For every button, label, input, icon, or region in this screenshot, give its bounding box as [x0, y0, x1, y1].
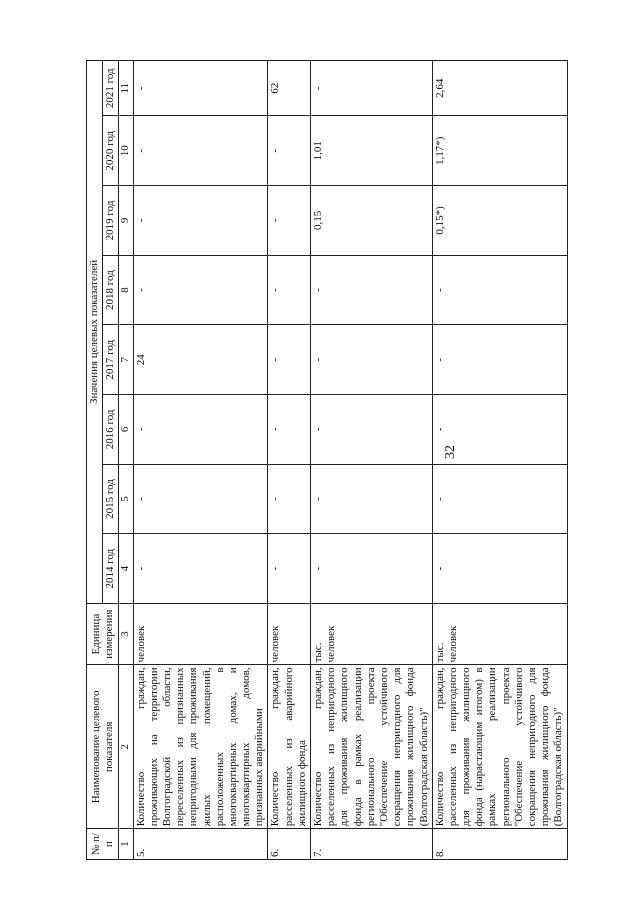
- row-number: 7.: [311, 829, 433, 860]
- value-cell: -: [133, 116, 268, 186]
- indicator-unit: человек: [133, 603, 268, 664]
- value-cell: -: [311, 534, 433, 604]
- value-cell: -: [311, 395, 433, 465]
- header-values-group: Значения целевых показателей: [87, 61, 103, 604]
- value-cell: -: [311, 61, 433, 116]
- value-cell: -: [268, 534, 311, 604]
- value-cell: 0,15*): [432, 186, 567, 256]
- header-year: 2016 год: [103, 395, 119, 465]
- value-cell: -: [268, 116, 311, 186]
- value-cell: -: [133, 534, 268, 604]
- value-cell: 24: [133, 325, 268, 395]
- column-number-row: [119, 61, 133, 860]
- value-cell: 0,15: [311, 186, 433, 256]
- value-cell: -: [432, 395, 567, 465]
- value-cell: -: [133, 61, 268, 116]
- indicator-unit: тыс. человек: [311, 603, 433, 664]
- header-year: 2014 год: [103, 534, 119, 604]
- value-cell: -: [268, 464, 311, 534]
- value-cell: 2,64: [432, 61, 567, 116]
- col-number: 10: [119, 116, 133, 186]
- value-cell: -: [311, 464, 433, 534]
- page-number: 32: [443, 445, 458, 459]
- value-cell: -: [133, 255, 268, 325]
- value-cell: -: [268, 186, 311, 256]
- value-cell: 1,01: [311, 116, 433, 186]
- row-number: 6.: [268, 829, 311, 860]
- header-year: 2018 год: [103, 255, 119, 325]
- value-cell: -: [268, 395, 311, 465]
- col-number: 2: [119, 665, 133, 829]
- header-year: 2015 год: [103, 464, 119, 534]
- indicators-table: [86, 60, 568, 860]
- header-year: 2020 год: [103, 116, 119, 186]
- indicator-unit: человек: [268, 603, 311, 664]
- value-cell: -: [268, 255, 311, 325]
- value-cell: -: [268, 325, 311, 395]
- header-year: 2019 год: [103, 186, 119, 256]
- table-row: [133, 61, 268, 860]
- value-cell: -: [432, 325, 567, 395]
- value-cell: -: [133, 464, 268, 534]
- header-year: 2017 год: [103, 325, 119, 395]
- row-number: 8.: [432, 829, 567, 860]
- col-number: 5: [119, 464, 133, 534]
- value-cell: -: [432, 464, 567, 534]
- col-number: 3: [119, 603, 133, 664]
- indicator-name: Количество граждан, расселенных из аварийного жилищного фонда: [268, 665, 311, 829]
- row-number: 5.: [133, 829, 268, 860]
- header-num: № п/п: [87, 829, 119, 860]
- value-cell: -: [133, 186, 268, 256]
- col-number: 7: [119, 325, 133, 395]
- table-row: [432, 61, 567, 860]
- col-number: 1: [119, 829, 133, 860]
- indicator-name: Количество граждан, расселенных из непригодного для проживания жилищного фонда в рамках реализации регионального проекта "Обеспечение устойчивого сокращения непригодного для проживания жилищного фонда (Волгоградская область)": [311, 665, 433, 829]
- col-number: 8: [119, 255, 133, 325]
- header-row-1: [87, 61, 103, 860]
- value-cell: -: [133, 395, 268, 465]
- header-name: Наименование целевого показателя: [87, 665, 119, 829]
- header-unit: Единица измерения: [87, 603, 119, 664]
- value-cell: 1,17*): [432, 116, 567, 186]
- value-cell: -: [432, 255, 567, 325]
- value-cell: -: [311, 255, 433, 325]
- value-cell: -: [311, 325, 433, 395]
- col-number: 6: [119, 395, 133, 465]
- value-cell: -: [432, 534, 567, 604]
- value-cell: 62: [268, 61, 311, 116]
- table-row: [311, 61, 433, 860]
- col-number: 4: [119, 534, 133, 604]
- indicator-name: Количество граждан, расселенных из непригодного для проживания жилищного фонда (нарастающим итогом) в рамках реализации регионального проекта "Обеспечение устойчивого сокращения непригодного для проживания жилищного фонда (Волгоградская область)": [432, 665, 567, 829]
- col-number: 9: [119, 186, 133, 256]
- col-number: 11: [119, 61, 133, 116]
- indicator-name: Количество граждан, проживающих на территории Волгоградской области, переселенных из признанных непригодными для проживания жилых помещений, расположенных в многоквартирных домах, и многоквартирных домов, признанных аварийными: [133, 665, 268, 829]
- header-year: 2021 год: [103, 61, 119, 116]
- table-row: [268, 61, 311, 860]
- indicator-unit: тыс. человек: [432, 603, 567, 664]
